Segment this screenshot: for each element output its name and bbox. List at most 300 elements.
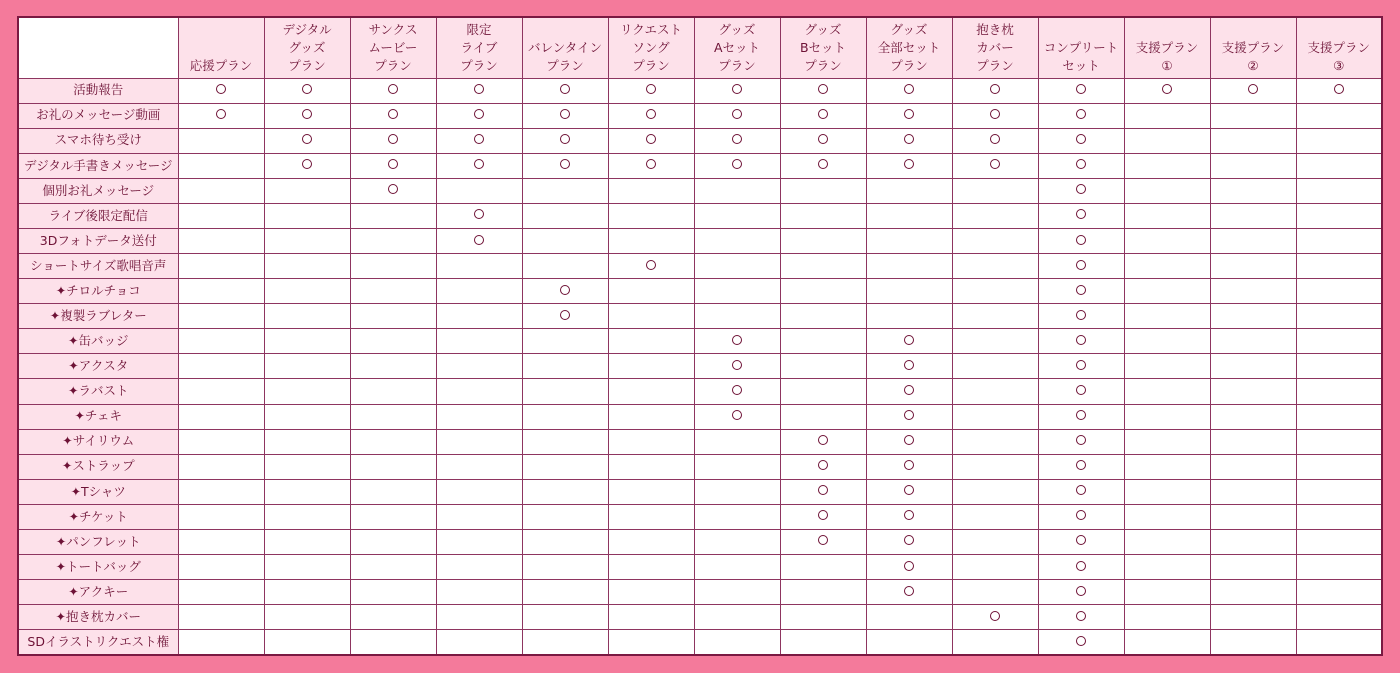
table-cell (1210, 379, 1296, 404)
table-row (18, 254, 1382, 279)
table-row (18, 78, 1382, 103)
table-cell (350, 504, 436, 529)
table-cell (522, 454, 608, 479)
table-cell (1296, 178, 1382, 203)
table-cell (608, 379, 694, 404)
row-label-benefit: デジタル手書きメッセージ (18, 153, 178, 178)
table-cell (1124, 279, 1210, 304)
table-cell (350, 203, 436, 228)
included-mark-icon (1076, 285, 1086, 295)
included-mark-icon (1076, 611, 1086, 621)
table-cell (866, 379, 952, 404)
table-cell (178, 354, 264, 379)
table-row (18, 580, 1382, 605)
table-cell (1210, 78, 1296, 103)
table-cell (780, 605, 866, 630)
included-mark-icon (904, 335, 914, 345)
table-cell (1210, 630, 1296, 655)
included-mark-icon (474, 109, 484, 119)
row-label-benefit: ✦Tシャツ (18, 479, 178, 504)
table-cell (608, 504, 694, 529)
table-cell (780, 329, 866, 354)
table-cell (522, 504, 608, 529)
included-mark-icon (216, 109, 226, 119)
table-cell (178, 429, 264, 454)
table-cell (608, 178, 694, 203)
table-cell (952, 605, 1038, 630)
table-cell (1296, 254, 1382, 279)
table-cell (952, 454, 1038, 479)
included-mark-icon (646, 84, 656, 94)
table-cell (264, 78, 350, 103)
table-cell (350, 379, 436, 404)
row-label-benefit: ✦チェキ (18, 404, 178, 429)
column-header-plan: 支援プラン ③ (1296, 17, 1382, 78)
table-cell (608, 304, 694, 329)
table-cell (350, 630, 436, 655)
included-mark-icon (474, 134, 484, 144)
table-cell (1124, 354, 1210, 379)
included-mark-icon (732, 159, 742, 169)
table-cell (1124, 504, 1210, 529)
table-cell (1210, 203, 1296, 228)
included-mark-icon (904, 159, 914, 169)
table-cell (694, 580, 780, 605)
table-cell (1296, 153, 1382, 178)
table-cell (436, 178, 522, 203)
table-cell (436, 379, 522, 404)
table-cell (608, 254, 694, 279)
included-mark-icon (1076, 310, 1086, 320)
table-cell (264, 178, 350, 203)
table-cell (522, 354, 608, 379)
table-cell (1124, 78, 1210, 103)
table-cell (1296, 504, 1382, 529)
table-cell (694, 304, 780, 329)
table-cell (694, 354, 780, 379)
table-cell (1296, 329, 1382, 354)
table-cell (866, 605, 952, 630)
table-row (18, 605, 1382, 630)
table-cell (350, 103, 436, 128)
included-mark-icon (1248, 84, 1258, 94)
row-label-benefit: ✦チケット (18, 504, 178, 529)
table-cell (952, 504, 1038, 529)
table-cell (522, 254, 608, 279)
included-mark-icon (388, 84, 398, 94)
table-cell (178, 454, 264, 479)
included-mark-icon (1334, 84, 1344, 94)
table-cell (1296, 429, 1382, 454)
table-cell (522, 404, 608, 429)
row-label-benefit: ✦ラバスト (18, 379, 178, 404)
included-mark-icon (216, 84, 226, 94)
table-cell (1038, 78, 1124, 103)
table-cell (608, 454, 694, 479)
table-cell (436, 304, 522, 329)
table-body (18, 78, 1382, 655)
included-mark-icon (1076, 360, 1086, 370)
table-cell (264, 279, 350, 304)
column-header-plan: リクエスト ソング プラン (608, 17, 694, 78)
table-cell (1210, 580, 1296, 605)
table-cell (436, 354, 522, 379)
included-mark-icon (818, 435, 828, 445)
table-cell (178, 178, 264, 203)
table-cell (1210, 128, 1296, 153)
table-cell (866, 354, 952, 379)
table-cell (780, 580, 866, 605)
table-row (18, 554, 1382, 579)
table-cell (694, 279, 780, 304)
included-mark-icon (818, 109, 828, 119)
table-cell (436, 554, 522, 579)
table-cell (866, 153, 952, 178)
table-cell (1210, 228, 1296, 253)
table-cell (350, 605, 436, 630)
included-mark-icon (1076, 535, 1086, 545)
table-cell (608, 329, 694, 354)
table-cell (178, 605, 264, 630)
table-cell (522, 279, 608, 304)
table-cell (780, 554, 866, 579)
table-cell (522, 78, 608, 103)
table-cell (264, 103, 350, 128)
table-cell (264, 454, 350, 479)
included-mark-icon (1076, 109, 1086, 119)
table-cell (780, 529, 866, 554)
column-header-plan: デジタル グッズ プラン (264, 17, 350, 78)
table-cell (780, 379, 866, 404)
header-corner-cell (18, 17, 178, 78)
table-cell (1038, 279, 1124, 304)
table-cell (780, 279, 866, 304)
table-cell (866, 404, 952, 429)
table-cell (780, 103, 866, 128)
table-cell (264, 304, 350, 329)
table-cell (608, 78, 694, 103)
included-mark-icon (990, 611, 1000, 621)
table-cell (436, 78, 522, 103)
included-mark-icon (302, 159, 312, 169)
table-cell (1210, 429, 1296, 454)
table-cell (866, 529, 952, 554)
table-cell (350, 254, 436, 279)
table-cell (1038, 404, 1124, 429)
table-cell (264, 153, 350, 178)
table-cell (780, 128, 866, 153)
table-cell (780, 630, 866, 655)
included-mark-icon (732, 84, 742, 94)
table-cell (952, 178, 1038, 203)
row-label-benefit: 3Dフォトデータ送付 (18, 228, 178, 253)
table-cell (1038, 479, 1124, 504)
table-cell (694, 128, 780, 153)
table-cell (952, 203, 1038, 228)
table-cell (522, 554, 608, 579)
table-cell (608, 404, 694, 429)
table-cell (436, 103, 522, 128)
table-cell (780, 228, 866, 253)
column-header-plan: グッズ Bセット プラン (780, 17, 866, 78)
table-row (18, 178, 1382, 203)
table-cell (264, 479, 350, 504)
table-cell (1124, 429, 1210, 454)
table-cell (866, 78, 952, 103)
table-cell (1038, 504, 1124, 529)
table-row (18, 454, 1382, 479)
table-cell (436, 228, 522, 253)
table-cell (522, 630, 608, 655)
row-label-benefit: ✦抱き枕カバー (18, 605, 178, 630)
table-cell (780, 429, 866, 454)
table-cell (178, 379, 264, 404)
table-cell (522, 128, 608, 153)
table-cell (780, 404, 866, 429)
table-cell (866, 630, 952, 655)
included-mark-icon (388, 159, 398, 169)
table-cell (264, 128, 350, 153)
table-cell (952, 228, 1038, 253)
included-mark-icon (818, 84, 828, 94)
table-cell (952, 153, 1038, 178)
table-cell (522, 379, 608, 404)
included-mark-icon (560, 84, 570, 94)
table-cell (1296, 379, 1382, 404)
table-cell (952, 554, 1038, 579)
table-cell (264, 404, 350, 429)
table-cell (436, 254, 522, 279)
included-mark-icon (560, 109, 570, 119)
table-cell (1124, 153, 1210, 178)
row-label-benefit: ✦缶バッジ (18, 329, 178, 354)
table-cell (350, 354, 436, 379)
table-cell (952, 404, 1038, 429)
table-cell (1296, 630, 1382, 655)
table-cell (1296, 279, 1382, 304)
table-cell (350, 78, 436, 103)
table-row (18, 529, 1382, 554)
table-cell (952, 78, 1038, 103)
table-cell (436, 429, 522, 454)
table-cell (952, 329, 1038, 354)
table-cell (1210, 454, 1296, 479)
table-cell (608, 103, 694, 128)
table-row (18, 379, 1382, 404)
table-cell (1038, 554, 1124, 579)
included-mark-icon (646, 134, 656, 144)
table-cell (694, 203, 780, 228)
table-cell (1296, 554, 1382, 579)
table-cell (264, 580, 350, 605)
table-cell (178, 504, 264, 529)
table-cell (350, 479, 436, 504)
column-header-plan: サンクス ムービー プラン (350, 17, 436, 78)
included-mark-icon (560, 159, 570, 169)
included-mark-icon (1076, 184, 1086, 194)
table-cell (522, 479, 608, 504)
table-cell (952, 354, 1038, 379)
included-mark-icon (474, 209, 484, 219)
table-cell (694, 605, 780, 630)
table-cell (1038, 304, 1124, 329)
table-cell (780, 304, 866, 329)
table-cell (1124, 228, 1210, 253)
table-cell (694, 178, 780, 203)
table-cell (522, 580, 608, 605)
table-cell (178, 228, 264, 253)
included-mark-icon (818, 159, 828, 169)
row-label-benefit: ✦トートバッグ (18, 554, 178, 579)
included-mark-icon (732, 410, 742, 420)
table-cell (1124, 404, 1210, 429)
table-cell (522, 529, 608, 554)
table-row (18, 279, 1382, 304)
row-label-benefit: 個別お礼メッセージ (18, 178, 178, 203)
included-mark-icon (904, 485, 914, 495)
table-row (18, 153, 1382, 178)
included-mark-icon (732, 385, 742, 395)
table-cell (1296, 103, 1382, 128)
table-cell (1296, 454, 1382, 479)
table-cell (178, 128, 264, 153)
table-cell (866, 454, 952, 479)
included-mark-icon (990, 109, 1000, 119)
row-label-benefit: ✦サイリウム (18, 429, 178, 454)
included-mark-icon (1076, 335, 1086, 345)
table-cell (264, 203, 350, 228)
table-cell (1038, 153, 1124, 178)
row-label-benefit: ✦ストラップ (18, 454, 178, 479)
table-cell (1296, 605, 1382, 630)
table-cell (1210, 554, 1296, 579)
column-header-plan: 抱き枕 カバー プラン (952, 17, 1038, 78)
included-mark-icon (388, 134, 398, 144)
table-cell (350, 529, 436, 554)
table-cell (350, 153, 436, 178)
table-cell (780, 203, 866, 228)
column-header-plan: 応援プラン (178, 17, 264, 78)
table-cell (608, 429, 694, 454)
row-label-benefit: スマホ待ち受け (18, 128, 178, 153)
table-cell (436, 479, 522, 504)
table-cell (1038, 580, 1124, 605)
included-mark-icon (990, 134, 1000, 144)
table-cell (178, 404, 264, 429)
included-mark-icon (904, 385, 914, 395)
table-cell (1124, 379, 1210, 404)
table-cell (1124, 254, 1210, 279)
table-cell (694, 254, 780, 279)
included-mark-icon (818, 134, 828, 144)
included-mark-icon (302, 84, 312, 94)
table-cell (866, 128, 952, 153)
table-cell (264, 379, 350, 404)
included-mark-icon (474, 159, 484, 169)
table-cell (780, 78, 866, 103)
table-cell (866, 329, 952, 354)
table-row (18, 329, 1382, 354)
table-cell (178, 479, 264, 504)
table-cell (780, 504, 866, 529)
table-cell (694, 529, 780, 554)
row-label-benefit: ライブ後限定配信 (18, 203, 178, 228)
table-cell (522, 153, 608, 178)
table-cell (1124, 529, 1210, 554)
table-cell (1210, 103, 1296, 128)
table-row (18, 354, 1382, 379)
table-cell (608, 605, 694, 630)
table-cell (608, 529, 694, 554)
table-cell (866, 254, 952, 279)
table-cell (1038, 354, 1124, 379)
table-cell (1124, 329, 1210, 354)
table-cell (1124, 304, 1210, 329)
table-cell (694, 228, 780, 253)
table-cell (1210, 153, 1296, 178)
table-cell (1210, 254, 1296, 279)
table-row (18, 504, 1382, 529)
table-cell (1038, 254, 1124, 279)
table-cell (694, 404, 780, 429)
table-cell (866, 103, 952, 128)
included-mark-icon (1076, 260, 1086, 270)
table-cell (1038, 103, 1124, 128)
table-cell (522, 178, 608, 203)
table-cell (436, 329, 522, 354)
table-cell (264, 354, 350, 379)
included-mark-icon (1076, 84, 1086, 94)
table-cell (264, 605, 350, 630)
table-cell (436, 605, 522, 630)
table-cell (1124, 178, 1210, 203)
table-cell (1124, 580, 1210, 605)
included-mark-icon (904, 410, 914, 420)
table-cell (866, 479, 952, 504)
table-cell (1296, 304, 1382, 329)
column-header-plan: 支援プラン ② (1210, 17, 1296, 78)
table-cell (1296, 529, 1382, 554)
table-cell (1210, 354, 1296, 379)
table-cell (178, 630, 264, 655)
table-cell (608, 554, 694, 579)
table-cell (178, 554, 264, 579)
table-cell (694, 504, 780, 529)
column-header-plan: 限定 ライブ プラン (436, 17, 522, 78)
table-cell (436, 203, 522, 228)
included-mark-icon (560, 134, 570, 144)
included-mark-icon (1076, 636, 1086, 646)
table-cell (264, 254, 350, 279)
column-header-plan: コンプリート セット (1038, 17, 1124, 78)
included-mark-icon (1076, 209, 1086, 219)
table-cell (522, 329, 608, 354)
included-mark-icon (1076, 586, 1086, 596)
table-cell (1038, 454, 1124, 479)
included-mark-icon (1076, 235, 1086, 245)
included-mark-icon (646, 260, 656, 270)
table-cell (1038, 178, 1124, 203)
included-mark-icon (904, 510, 914, 520)
included-mark-icon (904, 109, 914, 119)
table-cell (694, 554, 780, 579)
table-cell (694, 78, 780, 103)
table-cell (608, 354, 694, 379)
table-cell (178, 279, 264, 304)
table-cell (1124, 128, 1210, 153)
table-cell (952, 103, 1038, 128)
table-cell (1124, 554, 1210, 579)
